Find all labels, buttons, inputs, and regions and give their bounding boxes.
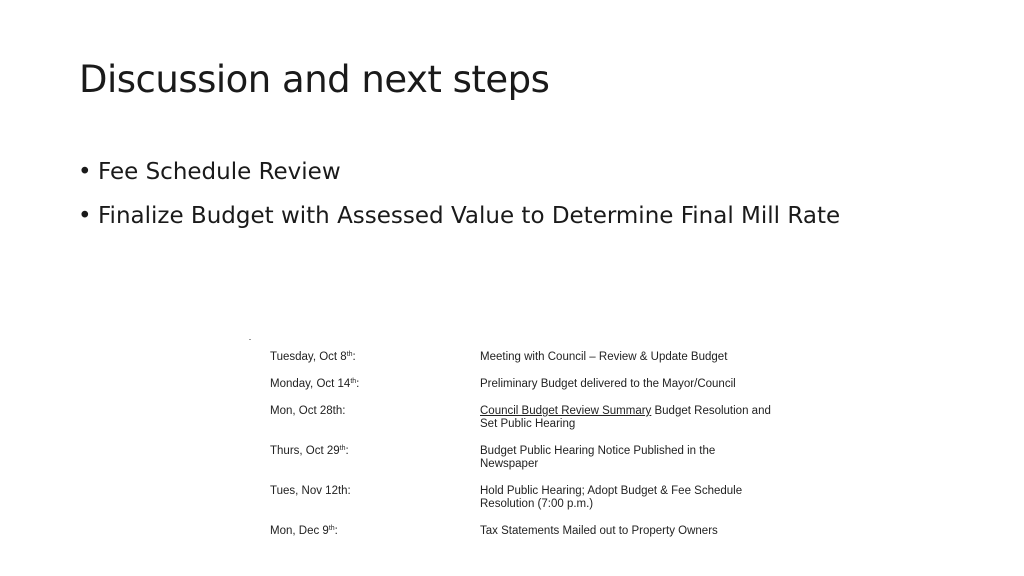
date-text: Monday, Oct 14 [270,378,351,390]
event-text: Budget Resolution and [651,405,771,417]
event-text-line2: Resolution (7:00 p.m.) [480,498,594,510]
date-text: Tuesday, Oct 8 [270,351,347,363]
schedule-event: Preliminary Budget delivered to the Mayor/Council [480,378,736,390]
slide-title: Discussion and next steps [79,58,550,101]
date-text: Mon, Dec 9 [270,525,329,537]
event-text-line2: Set Public Hearing [480,418,576,430]
schedule-date: Mon, Oct 28th: [270,405,346,417]
schedule-event: Tax Statements Mailed out to Property Owners [480,525,718,537]
bullet-item [78,152,840,196]
schedule-event [480,485,790,511]
schedule-date: Tues, Nov 12th: [270,485,351,497]
schedule-date [270,351,356,363]
schedule-date [270,378,359,390]
bullet-item [78,196,840,240]
date-ordinal: th [328,525,335,532]
schedule-date [270,445,349,457]
date-ordinal: th [346,351,353,358]
budget-summary-link[interactable]: Council Budget Review Summary [480,405,652,417]
schedule-event: Meeting with Council – Review & Update Budget [480,351,728,363]
schedule-date [270,525,338,537]
date-colon: : [352,351,356,363]
date-ordinal: th [339,445,346,452]
event-text: Hold Public Hearing; Adopt Budget & Fee Schedule [480,485,743,497]
budget-schedule-image [248,340,788,550]
bullet-text: Fee Schedule Review [98,159,341,185]
date-colon: : [345,445,349,457]
bullet-list [78,152,840,240]
bullet-icon: • [78,203,92,229]
date-colon: : [356,378,360,390]
schedule-event [480,445,790,471]
schedule-event [480,405,790,431]
bullet-text: Finalize Budget with Assessed Value to Determine Final Mill Rate [98,203,841,229]
date-colon: : [334,525,338,537]
event-text: Budget Public Hearing Notice Published in the [480,445,716,457]
date-text: Thurs, Oct 29 [270,445,340,457]
event-text-line2: Newspaper [480,458,539,470]
date-ordinal: th [350,378,357,385]
bullet-icon: • [78,159,92,185]
